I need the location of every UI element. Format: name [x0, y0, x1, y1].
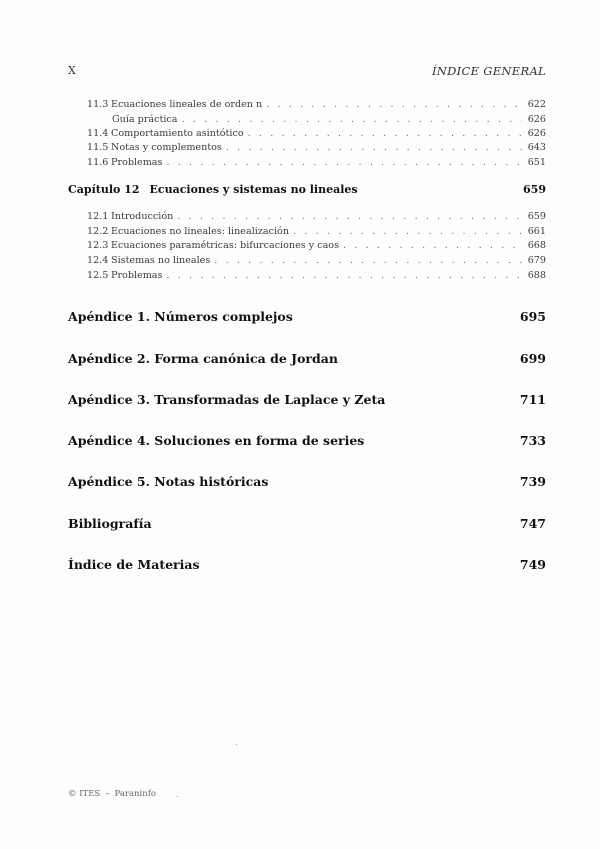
page-number: 643 — [527, 142, 546, 153]
page-number: 739 — [519, 474, 546, 489]
section-number: 11.6 — [87, 157, 109, 168]
section-title: Guía práctica — [112, 114, 178, 125]
page-number: 659 — [523, 183, 546, 196]
toc-appendix-2[interactable] — [68, 351, 546, 369]
leader-dots — [226, 142, 522, 153]
page-number: 626 — [527, 128, 546, 139]
page-number: 651 — [527, 157, 546, 168]
toc-entry-11-3[interactable] — [87, 99, 546, 113]
section-number: 12.3 — [87, 240, 109, 251]
section-title: Problemas — [111, 270, 163, 281]
page-number: 749 — [519, 557, 546, 572]
toc-appendix-1[interactable] — [68, 309, 546, 327]
page-number: 622 — [527, 99, 546, 110]
page-folio: X — [68, 64, 76, 77]
leader-dots — [177, 211, 522, 222]
toc-entry-12-1[interactable] — [87, 211, 546, 225]
appendix-title: Apéndice 5. Notas históricas — [68, 474, 269, 489]
toc-bibliografia[interactable] — [68, 516, 546, 534]
toc-entry-11-6[interactable] — [87, 157, 546, 171]
section-title: Notas y complementos — [111, 142, 222, 153]
footer-separator: – — [105, 789, 110, 799]
appendix-title: Índice de Materias — [68, 557, 200, 572]
section-title: Problemas — [111, 157, 163, 168]
toc-entry-guia-practica[interactable] — [112, 114, 546, 128]
leader-dots — [293, 226, 522, 237]
appendix-title: Bibliografía — [68, 516, 152, 531]
leader-dots — [248, 128, 522, 139]
page-number: 668 — [527, 240, 546, 251]
page-number: 733 — [519, 433, 546, 448]
section-number: 11.5 — [87, 142, 109, 153]
toc-entry-12-2[interactable] — [87, 226, 546, 240]
page-number: 747 — [519, 516, 546, 531]
toc-entry-12-4[interactable] — [87, 255, 546, 269]
page-footer — [68, 789, 156, 799]
page-number: 661 — [527, 226, 546, 237]
appendix-title: Apéndice 3. Transformadas de Laplace y Zeta — [68, 392, 386, 407]
section-title: Ecuaciones lineales de orden n — [111, 99, 263, 110]
section-title: Sistemas no lineales — [111, 255, 211, 266]
toc-chapter-12[interactable] — [68, 183, 546, 199]
toc-entry-12-3[interactable] — [87, 240, 546, 254]
chapter-label: Capítulo 12 — [68, 183, 140, 196]
page-number: 699 — [519, 351, 546, 366]
section-number: 11.4 — [87, 128, 109, 139]
appendix-title: Apéndice 1. Números complejos — [68, 309, 293, 324]
scan-speck — [177, 796, 178, 797]
appendix-title: Apéndice 4. Soluciones en forma de series — [68, 433, 365, 448]
toc-appendix-5[interactable] — [68, 474, 546, 492]
toc-entry-12-5[interactable] — [87, 270, 546, 284]
section-title: Comportamiento asintótico — [111, 128, 244, 139]
page-number: 688 — [527, 270, 546, 281]
appendix-title: Apéndice 2. Forma canónica de Jordan — [68, 351, 338, 366]
leader-dots — [182, 114, 522, 125]
chapter-title: Ecuaciones y sistemas no lineales — [149, 183, 358, 196]
publisher-text: Paraninfo — [114, 789, 156, 799]
running-header — [68, 64, 546, 80]
section-title: Ecuaciones no lineales: linealización — [111, 226, 290, 237]
toc-appendix-4[interactable] — [68, 433, 546, 451]
scan-speck — [236, 744, 237, 745]
page-number: 626 — [527, 114, 546, 125]
page-number: 695 — [519, 309, 546, 324]
page-number: 679 — [527, 255, 546, 266]
section-number: 12.2 — [87, 226, 109, 237]
running-title: ÍNDICE GENERAL — [431, 64, 546, 78]
section-number: 12.5 — [87, 270, 109, 281]
leader-dots — [266, 99, 522, 110]
page-number: 711 — [519, 392, 546, 407]
toc-entry-11-4[interactable] — [87, 128, 546, 142]
leader-dots — [166, 157, 522, 168]
section-title: Introducción — [111, 211, 174, 222]
section-title: Ecuaciones paramétricas: bifurcaciones y caos — [111, 240, 339, 251]
section-number: 12.4 — [87, 255, 109, 266]
section-number: 12.1 — [87, 211, 109, 222]
leader-dots — [214, 255, 522, 266]
toc-entry-11-5[interactable] — [87, 142, 546, 156]
leader-dots — [166, 270, 522, 281]
page-number: 659 — [527, 211, 546, 222]
section-number: 11.3 — [87, 99, 109, 110]
copyright-text: © ITES — [68, 789, 101, 799]
leader-dots — [343, 240, 522, 251]
toc-indice-materias[interactable] — [68, 557, 546, 575]
toc-appendix-3[interactable] — [68, 392, 546, 410]
